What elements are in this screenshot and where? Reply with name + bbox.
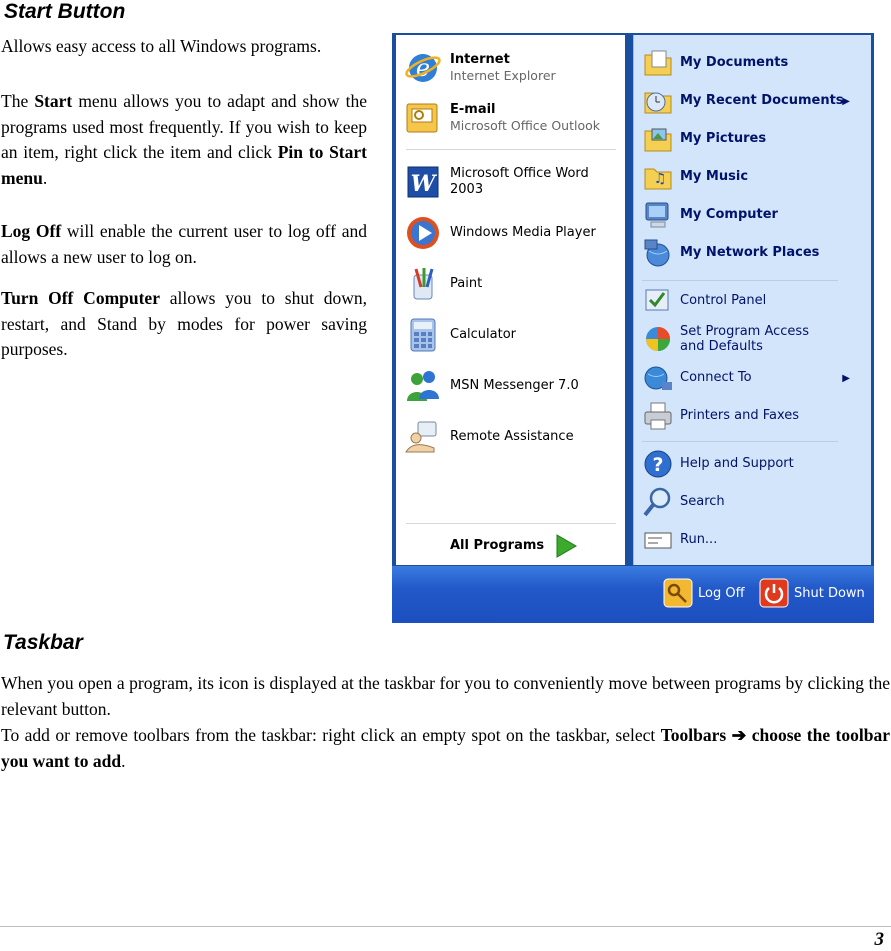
setting-connect-to-label: Connect To (680, 370, 752, 386)
settings-separator (642, 441, 838, 442)
place-my-network-places[interactable] (642, 237, 819, 269)
setting-connect-to[interactable] (642, 362, 864, 394)
all-programs-button[interactable] (450, 533, 578, 559)
tool-search-label: Search (680, 494, 725, 510)
all-programs-label: All Programs (450, 538, 545, 553)
start-menu-screenshot (392, 33, 874, 623)
start-item-remote-assistance-label: Remote Assistance (450, 429, 574, 444)
footer-rule (0, 926, 891, 927)
computer-icon (642, 199, 674, 231)
svg-text:e: e (415, 54, 431, 82)
start-item-email[interactable] (404, 99, 600, 137)
calculator-icon (404, 316, 442, 354)
printer-icon (642, 400, 674, 432)
pinned-separator (406, 149, 616, 150)
setting-printers-faxes-label: Printers and Faxes (680, 408, 800, 424)
key-icon (663, 578, 693, 608)
submenu-arrow-icon: ▶ (842, 372, 850, 384)
start-button-heading: Start Button (4, 0, 126, 23)
start-menu-programs-pane (396, 35, 625, 565)
place-my-recent-documents[interactable] (642, 85, 864, 117)
submenu-arrow-icon: ▶ (842, 95, 850, 107)
tool-run-label: Run... (680, 532, 718, 548)
svg-text:W: W (410, 171, 436, 197)
outlook-icon (404, 99, 442, 137)
program-access-icon (642, 323, 674, 355)
place-my-network-places-label: My Network Places (680, 245, 820, 261)
log-off-label: Log Off (698, 585, 745, 601)
paint-icon (404, 265, 442, 303)
svg-text:♫: ♫ (653, 171, 667, 187)
setting-program-access-label: Set Program Access and Defaults (680, 323, 809, 354)
tool-search[interactable] (642, 486, 725, 518)
recent-documents-icon (642, 85, 674, 117)
start-item-email-label: E-mail Microsoft Office Outlook (450, 102, 600, 133)
control-panel-icon (642, 285, 674, 317)
place-my-documents-label: My Documents (680, 55, 789, 71)
start-item-media-player-label: Windows Media Player (450, 225, 596, 240)
network-icon (642, 237, 674, 269)
start-paragraph-1: Allows easy access to all Windows programs. (1, 36, 322, 56)
page-number: 3 (874, 929, 884, 950)
remote-assistance-icon (404, 418, 442, 456)
place-my-computer[interactable] (642, 199, 778, 231)
taskbar-paragraph-2: To add or remove toolbars from the taskbar: right click an empty spot on the taskbar, select Toolbars ➔ choose the toolbar you want to add. (1, 725, 890, 771)
start-item-calculator[interactable] (404, 316, 516, 354)
setting-control-panel-label: Control Panel (680, 293, 767, 309)
log-off-button[interactable] (663, 578, 745, 608)
help-icon (642, 448, 674, 480)
start-item-paint[interactable] (404, 265, 482, 303)
folder-music-icon (642, 161, 674, 193)
media-player-icon (404, 214, 442, 252)
tool-help-support[interactable] (642, 448, 794, 480)
tool-help-support-label: Help and Support (680, 456, 794, 472)
start-item-media-player[interactable] (404, 214, 596, 252)
place-my-music[interactable] (642, 161, 748, 193)
place-my-pictures-label: My Pictures (680, 131, 767, 147)
place-my-documents[interactable] (642, 47, 788, 79)
places-separator (642, 280, 838, 281)
connect-icon (642, 362, 674, 394)
power-icon (759, 578, 789, 608)
start-menu-places-pane (633, 35, 871, 565)
start-paragraph-3: Log Off will enable the current user to log off and allows a new user to log on. (1, 221, 367, 267)
start-item-internet[interactable] (404, 49, 556, 87)
setting-program-access[interactable] (642, 323, 822, 355)
start-item-word-label: Microsoft Office Word 2003 (450, 166, 589, 197)
start-paragraph-2: The Start menu allows you to adapt and show the programs used most frequently. If you wish to keep an item, right click the item and click Pin to Start menu. (1, 91, 367, 188)
start-item-calculator-label: Calculator (450, 327, 517, 342)
start-menu-bottom-bar (392, 566, 874, 623)
internet-explorer-icon (404, 49, 442, 87)
start-item-word[interactable] (404, 163, 625, 201)
start-paragraph-4: Turn Off Computer allows you to shut down, restart, and Stand by modes for power saving purposes. (1, 288, 368, 359)
shut-down-label: Shut Down (794, 585, 865, 601)
place-my-computer-label: My Computer (680, 207, 778, 223)
green-arrow-icon (554, 533, 578, 559)
taskbar-paragraph-1: When you open a program, its icon is displayed at the taskbar for you to conveniently move between programs by clicking the relevant button. (1, 673, 890, 719)
tool-run[interactable] (642, 524, 717, 556)
search-icon (642, 486, 674, 518)
start-item-remote-assistance[interactable] (404, 418, 574, 456)
run-icon (642, 524, 674, 556)
start-item-msn-messenger[interactable] (404, 367, 579, 405)
svg-text:?: ? (652, 454, 664, 476)
folder-pictures-icon (642, 123, 674, 155)
shut-down-button[interactable] (759, 578, 865, 608)
msn-messenger-icon (404, 367, 442, 405)
all-programs-separator (406, 523, 616, 524)
start-item-msn-messenger-label: MSN Messenger 7.0 (450, 378, 579, 393)
place-my-pictures[interactable] (642, 123, 766, 155)
place-my-music-label: My Music (680, 169, 749, 185)
place-my-recent-documents-label: My Recent Documents (680, 93, 844, 109)
setting-printers-faxes[interactable] (642, 400, 799, 432)
word-icon (404, 163, 442, 201)
taskbar-heading: Taskbar (3, 631, 83, 654)
setting-control-panel[interactable] (642, 285, 766, 317)
start-item-paint-label: Paint (450, 276, 483, 291)
start-item-internet-label: Internet Internet Explorer (450, 52, 556, 83)
folder-documents-icon (642, 47, 674, 79)
